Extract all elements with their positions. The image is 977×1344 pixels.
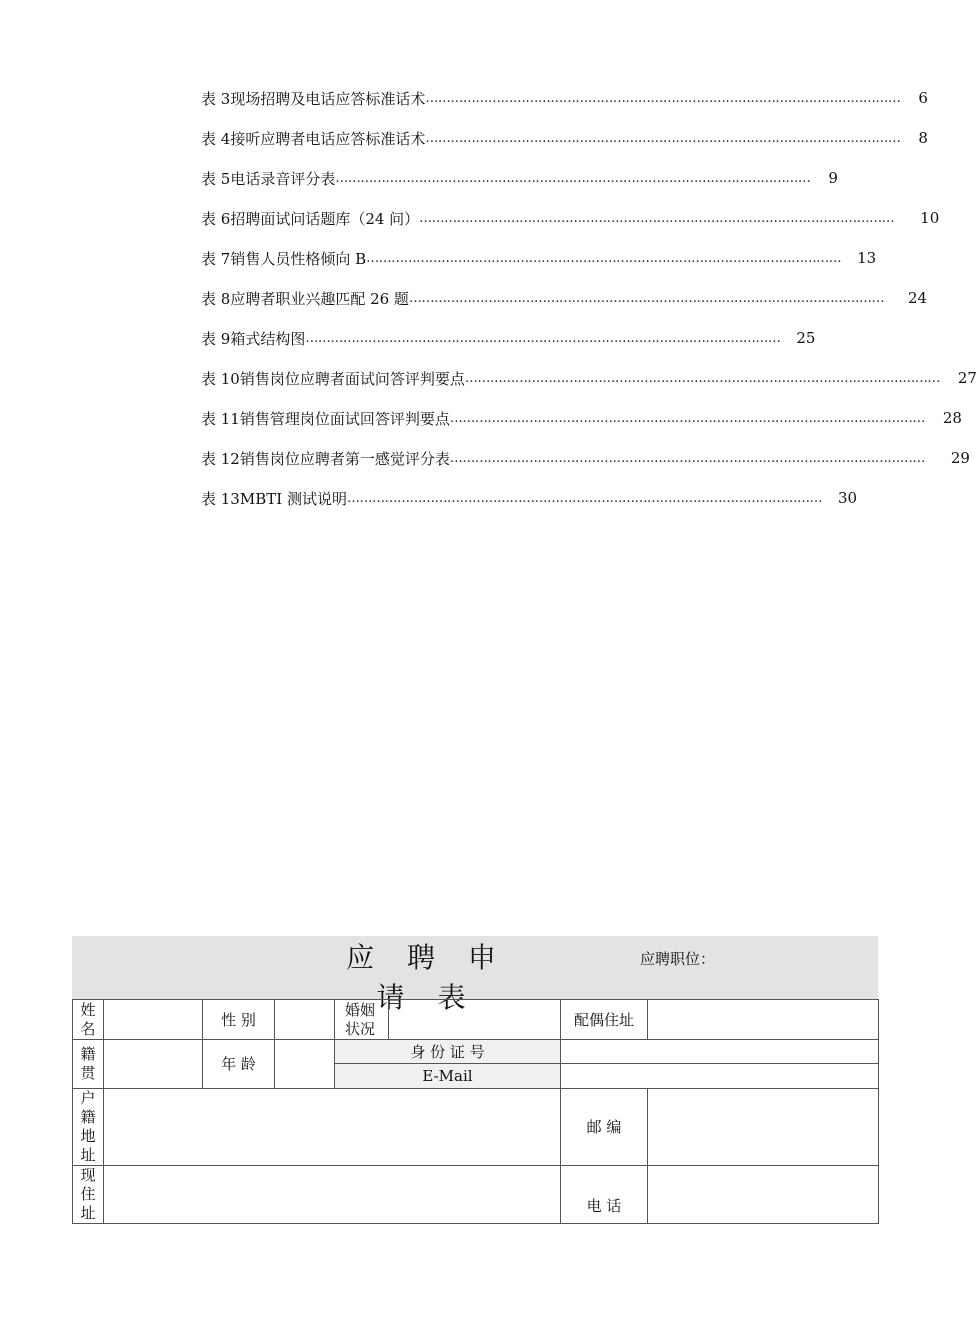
toc-entry-page: 8 <box>918 129 928 147</box>
native-place-field[interactable] <box>104 1040 203 1089</box>
toc-entry[interactable] <box>201 367 977 389</box>
toc-entry-leader: …………………………………………………………………………………………………… <box>408 290 884 306</box>
toc-entry-number: 表 8 <box>201 289 231 308</box>
toc-entry[interactable] <box>201 327 816 349</box>
toc-entry-leader: …………………………………………………………………………………………………… <box>449 410 925 426</box>
toc-entry-number: 表 7 <box>201 249 231 268</box>
spouse-address-label: 配偶住址 <box>573 1010 634 1029</box>
toc-entry-title: 招聘面试问话题库（24 问） <box>230 209 420 228</box>
toc-entry-title: 现场招聘及电话应答标准话术 <box>230 89 426 108</box>
marital-label-cell <box>335 1000 389 1040</box>
household-address-field[interactable] <box>104 1089 561 1166</box>
toc-entry[interactable] <box>201 487 858 509</box>
age-field[interactable] <box>275 1040 335 1089</box>
phone-label-cell <box>561 1166 648 1224</box>
application-form <box>72 936 878 1224</box>
toc-entry-number: 表 12 <box>201 449 240 468</box>
toc-entry-title: 箱式结构图 <box>230 329 306 348</box>
toc-entry-title: 应聘者职业兴趣匹配 26 题 <box>230 289 409 308</box>
native-place-label-cell <box>73 1040 104 1089</box>
gender-field[interactable] <box>275 1000 335 1040</box>
toc-entry-page: 10 <box>920 209 940 227</box>
toc-entry-page: 25 <box>796 329 816 347</box>
spouse-address-label-cell <box>561 1000 648 1040</box>
toc-entry-number: 表 13 <box>201 489 240 508</box>
toc-entry-page: 28 <box>942 409 962 427</box>
email-field[interactable] <box>561 1064 879 1089</box>
form-title: 应 聘 申 请 表 <box>346 941 508 1014</box>
toc-entry-title: 销售岗位应聘者面试问答评判要点 <box>239 369 465 388</box>
email-label: E-Mail <box>422 1067 473 1085</box>
id-number-label: 身 份 证 号 <box>410 1042 485 1061</box>
toc-entry[interactable] <box>201 407 962 429</box>
toc-entry-page: 27 <box>957 369 977 387</box>
toc-entry-number: 表 5 <box>201 169 231 188</box>
current-address-label-cell <box>73 1166 104 1224</box>
postcode-label-cell <box>561 1089 648 1166</box>
toc-entry-title: MBTI 测试说明 <box>239 489 347 508</box>
toc-entry-title: 销售岗位应聘者第一感觉评分表 <box>239 449 450 468</box>
household-address-label-cell <box>73 1089 104 1166</box>
id-number-label-cell <box>335 1040 561 1064</box>
name-label: 姓名 <box>80 1000 96 1038</box>
toc-entry[interactable] <box>201 447 970 469</box>
postcode-label: 邮 编 <box>586 1118 622 1136</box>
toc-entry-title: 销售人员性格倾向 B <box>230 249 367 268</box>
phone-label: 电 话 <box>586 1197 622 1215</box>
toc-entry-page: 9 <box>828 169 838 187</box>
toc-entry[interactable] <box>201 167 838 189</box>
toc-entry-number: 表 4 <box>201 129 231 148</box>
toc-entry-page: 13 <box>857 249 877 267</box>
form-header <box>72 936 878 1014</box>
toc-entry-number: 表 6 <box>201 209 231 228</box>
toc-entry-page: 29 <box>950 449 970 467</box>
marital-status-label: 婚姻状况 <box>345 1000 376 1038</box>
toc-entry-title: 电话录音评分表 <box>230 169 336 188</box>
current-address-field[interactable] <box>104 1166 561 1224</box>
toc-entry-leader: …………………………………………………………………………………………………… <box>305 330 781 346</box>
toc-entry-number: 表 11 <box>201 409 240 428</box>
native-place-label: 籍贯 <box>80 1045 96 1082</box>
toc-entry-leader: …………………………………………………………………………………………………… <box>464 370 940 386</box>
postcode-field[interactable] <box>648 1089 879 1166</box>
phone-field[interactable] <box>648 1166 879 1224</box>
age-label: 年 龄 <box>221 1055 256 1073</box>
name-field[interactable] <box>104 1000 203 1040</box>
gender-label-cell <box>203 1000 275 1040</box>
position-applied-label[interactable]: 应聘职位： <box>640 950 716 968</box>
marital-status-field[interactable] <box>389 1000 561 1040</box>
household-address-label: 户籍地址 <box>80 1089 96 1164</box>
toc-entry[interactable] <box>201 87 928 109</box>
toc-entry-number: 表 10 <box>201 369 240 388</box>
email-label-cell <box>335 1064 561 1089</box>
toc-entry-number: 表 9 <box>201 329 231 348</box>
toc-entry[interactable] <box>201 127 928 149</box>
toc-entry[interactable] <box>201 207 940 229</box>
toc-entry-title: 接听应聘者电话应答标准话术 <box>230 129 426 148</box>
toc-entry-leader: …………………………………………………………………………………………………… <box>346 490 822 506</box>
toc-entry-leader: …………………………………………………………………………………………………… <box>425 130 901 146</box>
id-number-field[interactable] <box>561 1040 879 1064</box>
application-table <box>72 999 879 1224</box>
spouse-address-field[interactable] <box>648 1000 879 1040</box>
age-label-cell <box>203 1040 275 1089</box>
toc-entry-page: 6 <box>918 89 928 107</box>
gender-label: 性 别 <box>221 1010 256 1029</box>
current-address-label: 现住址 <box>80 1166 96 1222</box>
toc-entry[interactable] <box>201 287 928 309</box>
toc-entry-page: 30 <box>837 489 858 507</box>
toc-entry-leader: …………………………………………………………………………………………………… <box>366 250 842 266</box>
name-label-cell <box>73 1000 104 1040</box>
toc-entry-leader: …………………………………………………………………………………………………… <box>335 170 811 186</box>
toc-entry-title: 销售管理岗位面试回答评判要点 <box>239 409 450 428</box>
toc-entry[interactable] <box>201 247 877 269</box>
toc-entry-page: 24 <box>907 289 928 307</box>
toc-entry-number: 表 3 <box>201 89 231 108</box>
toc-entry-leader: …………………………………………………………………………………………………… <box>449 450 925 466</box>
toc-entry-leader: …………………………………………………………………………………………………… <box>419 210 895 226</box>
toc-entry-leader: …………………………………………………………………………………………………… <box>425 90 901 106</box>
